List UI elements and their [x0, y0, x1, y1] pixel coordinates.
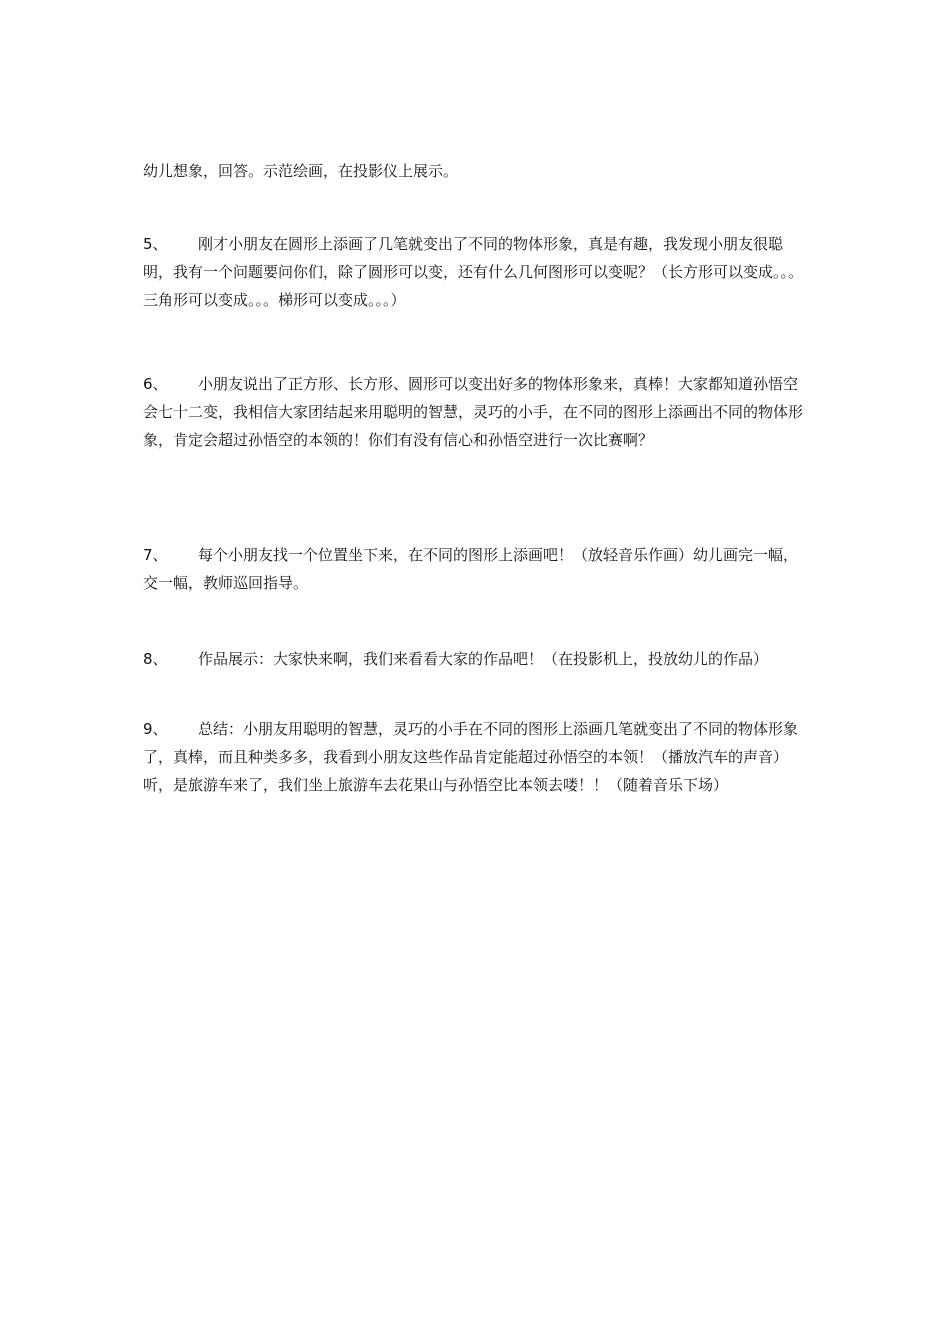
list-item [143, 370, 811, 454]
item-text: 小朋友说出了正方形、长方形、圆形可以变出好多的物体形象来，真棒！大家都知道孙悟空会七十二变，我相信大家团结起来用聪明的智慧，灵巧的小手，在不同的图形上添画出不同的物体形象，肯定会超过孙悟空的本领的！你们有没有信心和孙悟空进行一次比赛啊？ [143, 375, 804, 449]
list-item [143, 645, 811, 673]
item-text: 总结：小朋友用聪明的智慧，灵巧的小手在不同的图形上添画几笔就变出了不同的物体形象了，真棒，而且种类多多，我看到小朋友这些作品肯定能超过孙悟空的本领！（播放汽车的声音）听，是旅游车来了，我们坐上旅游车去花果山与孙悟空比本领去喽！！（随着音乐下场） [143, 720, 799, 794]
item-number: 8、 [143, 650, 168, 668]
item-number: 7、 [143, 546, 168, 564]
item-number: 9、 [143, 720, 168, 738]
item-text: 每个小朋友找一个位置坐下来，在不同的图形上添画吧！（放轻音乐作画）幼儿画完一幅，交一幅，教师巡回指导。 [143, 546, 799, 592]
intro-paragraph [143, 157, 811, 185]
intro-text: 幼儿想象，回答。示范绘画，在投影仪上展示。 [143, 162, 459, 180]
list-item [143, 230, 811, 314]
list-item [143, 541, 811, 597]
item-text: 刚才小朋友在圆形上添画了几笔就变出了不同的物体形象，真是有趣，我发现小朋友很聪明，我有一个问题要问你们，除了圆形可以变，还有什么几何图形可以变呢？（长方形可以变成。。。三角形可以变成。。。梯形可以变成。。。） [143, 235, 804, 309]
item-number: 5、 [143, 235, 168, 253]
item-text: 作品展示：大家快来啊，我们来看看大家的作品吧！（在投影机上，投放幼儿的作品） [198, 650, 769, 668]
item-number: 6、 [143, 375, 168, 393]
list-item [143, 715, 811, 799]
